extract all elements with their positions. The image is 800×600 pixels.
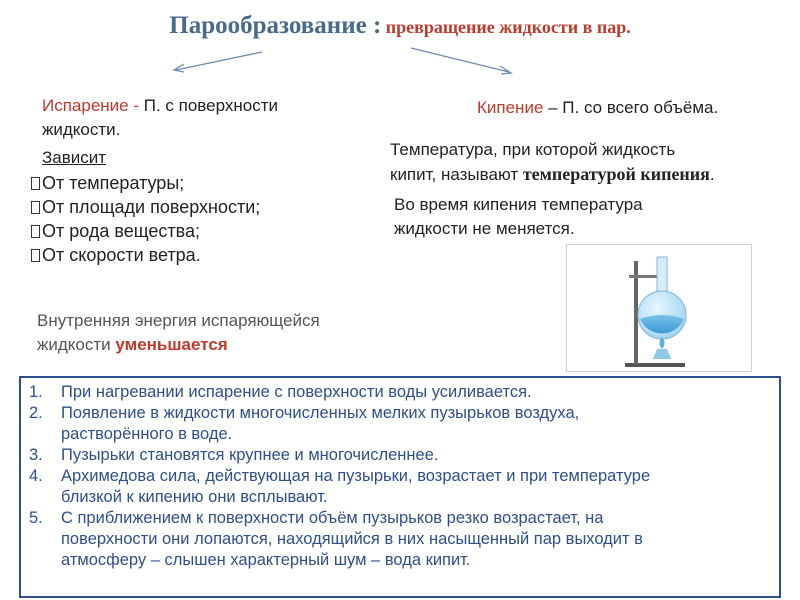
factor-text: От температуры; bbox=[42, 173, 185, 193]
evaporation-def-line1: П. с поверхности bbox=[143, 96, 278, 115]
factor-text: От площади поверхности; bbox=[42, 197, 261, 217]
boiling-def-rest: – П. со всего объёма. bbox=[543, 98, 719, 117]
step-number: 1. bbox=[29, 383, 43, 401]
boiling-steps-box bbox=[19, 376, 781, 598]
step-item bbox=[21, 445, 650, 466]
boiling-temp-emphasis: температурой кипения bbox=[522, 164, 710, 184]
factor-item bbox=[31, 171, 260, 195]
steps-list bbox=[21, 382, 650, 571]
factor-text: От рода вещества; bbox=[42, 221, 200, 241]
flask-on-stand-icon bbox=[567, 245, 751, 371]
boiling-const-line1: Во время кипения температура bbox=[394, 195, 643, 214]
energy-line2 bbox=[37, 333, 228, 356]
branch-arrows bbox=[0, 0, 800, 90]
step-line: Появление в жидкости многочисленных мелких пузырьков воздуха, bbox=[61, 404, 580, 422]
step-number: 5. bbox=[29, 509, 43, 527]
step-line: атмосферу – слышен характерный шум – вода кипит. bbox=[61, 551, 471, 569]
energy-line1: Внутренняя энергия испаряющейся bbox=[37, 311, 320, 330]
evaporation-dash: - bbox=[128, 96, 144, 115]
step-number: 4. bbox=[29, 467, 43, 485]
title-main: Парообразование : bbox=[169, 12, 382, 39]
step-item bbox=[21, 466, 650, 508]
factor-item bbox=[31, 195, 260, 219]
boiling-temp-line2 bbox=[390, 162, 715, 187]
step-line: Пузырьки становятся крупнее и многочисленнее. bbox=[61, 446, 439, 464]
bullet-box-icon bbox=[31, 225, 40, 238]
step-line: С приближением к поверхности объём пузырьков резко возрастает, на bbox=[61, 509, 604, 527]
step-line: поверхности они лопаются, находящийся в них насыщенный пар выходит в bbox=[61, 530, 643, 548]
evaporation-definition bbox=[42, 94, 278, 117]
step-item bbox=[21, 403, 650, 445]
factor-item bbox=[31, 219, 260, 243]
step-line: близкой к кипению они всплывают. bbox=[61, 488, 328, 506]
boiling-definition bbox=[477, 96, 718, 119]
step-number: 3. bbox=[29, 446, 43, 464]
boiling-temp-line1: Температура, при которой жидкость bbox=[390, 140, 676, 159]
energy-line2-prefix: жидкости bbox=[37, 335, 116, 354]
depends-label: Зависит bbox=[42, 148, 107, 167]
left-arrow bbox=[176, 52, 262, 70]
boiling-temp-suffix: . bbox=[709, 165, 715, 184]
evaporation-def-line2: жидкости. bbox=[42, 120, 121, 139]
factor-list bbox=[31, 171, 260, 267]
energy-emphasis: уменьшается bbox=[115, 335, 228, 354]
boiling-const-line2: жидкости не меняется. bbox=[394, 219, 575, 238]
boiling-temp-prefix: кипит, называют bbox=[390, 165, 523, 184]
bullet-box-icon bbox=[31, 201, 40, 214]
bullet-box-icon bbox=[31, 177, 40, 190]
factor-text: От скорости ветра. bbox=[42, 245, 201, 265]
factor-item bbox=[31, 243, 260, 267]
step-line: Архимедова сила, действующая на пузырьки, возрастает и при температуре bbox=[61, 467, 651, 485]
step-line: растворённого в воде. bbox=[61, 425, 233, 443]
right-arrow bbox=[411, 48, 509, 72]
flask-neck bbox=[657, 257, 667, 291]
boiling-term: Кипение bbox=[477, 98, 544, 117]
step-line: При нагревании испарение с поверхности воды усиливается. bbox=[61, 383, 532, 401]
step-item bbox=[21, 508, 650, 571]
boiling-flask-illustration bbox=[566, 244, 752, 372]
bullet-box-icon bbox=[31, 249, 40, 262]
step-item bbox=[21, 382, 650, 403]
title-subtitle: превращение жидкости в пар. bbox=[385, 17, 631, 37]
burner bbox=[653, 349, 671, 359]
step-number: 2. bbox=[29, 404, 43, 422]
evaporation-term: Испарение bbox=[42, 96, 129, 115]
